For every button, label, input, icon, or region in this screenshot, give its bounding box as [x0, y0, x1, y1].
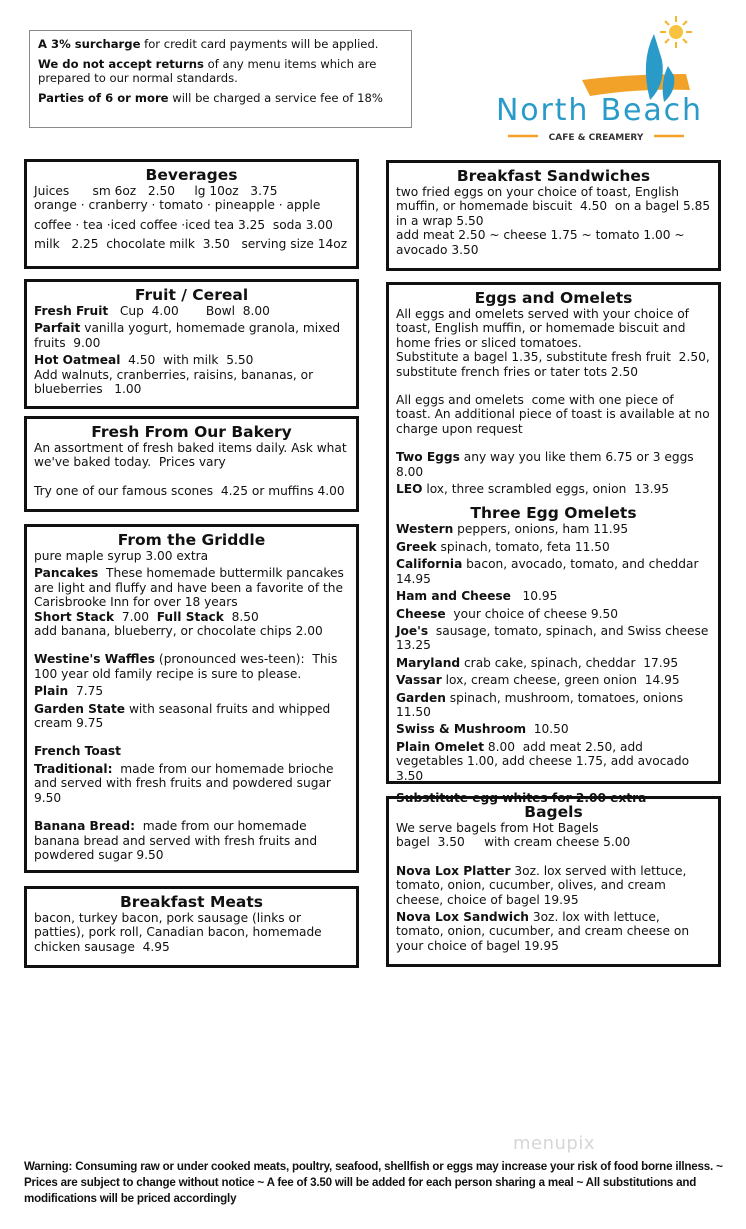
item-text: Cup 4.00 Bowl 8.00 — [108, 304, 270, 318]
menu-item — [396, 589, 711, 603]
item-name: Short Stack — [34, 609, 115, 624]
item-text: coffee · tea ·iced coffee ·iced tea 3.25 soda 3.00 — [34, 217, 333, 232]
item-name: Two Eggs — [396, 450, 460, 465]
menu-item — [396, 740, 711, 783]
logo-name: North Beach — [496, 93, 701, 128]
menu-item — [396, 624, 711, 653]
item-text: Add walnuts, cranberries, raisins, bananas, or blueberries 1.00 — [34, 367, 317, 397]
item-name: Greek — [396, 539, 437, 554]
menu-item — [34, 321, 349, 350]
menu-item — [34, 304, 349, 318]
menu-item — [396, 557, 711, 586]
menu-item — [396, 540, 711, 554]
item-name: French Toast — [34, 744, 122, 759]
item-text: spinach, tomato, feta 11.50 — [436, 539, 610, 554]
item-text: sausage, tomato, spinach, and Swiss cheese 13.25 — [396, 623, 713, 653]
item-group — [396, 821, 711, 850]
notice-line — [38, 37, 403, 51]
notice-text: will be charged a service fee of 18% — [168, 91, 383, 105]
item-name: Swiss & Mushroom — [396, 722, 527, 737]
item-name: Joe's — [396, 623, 429, 638]
item-name: Plain Omelet — [396, 739, 485, 754]
item-text: any way you like them 6.75 or 3 eggs 8.00 — [396, 450, 698, 479]
item-group — [34, 441, 349, 470]
item-name: Ham and Cheese — [396, 589, 511, 604]
item-text: two fried eggs on your choice of toast, English muffin, or homemade biscuit 4.50 on a bagel 5.85 in a wrap 5.50 — [396, 185, 714, 228]
item-name: Garden — [396, 690, 446, 705]
item-text: All eggs and omelets come with one piece of toast. An additional piece of toast is available at no charge upon request — [396, 393, 714, 436]
item-text: All eggs and omelets served with your choice of toast, English muffin, or homemade biscuit and home fries or sliced tomatoes. — [396, 307, 693, 350]
item-text: (pronounced wes-teen): This 100 year old family recipe is sure to please. — [34, 652, 342, 681]
item-text: 4.50 with milk 5.50 — [120, 353, 254, 368]
item-text: lox, three scrambled eggs, onion 13.95 — [422, 482, 669, 497]
menu-item — [34, 684, 349, 698]
menu-item — [396, 607, 711, 621]
section-title: Breakfast Sandwiches — [456, 167, 651, 185]
item-group — [34, 819, 349, 862]
item-text: add meat 2.50 ~ cheese 1.75 ~ tomato 1.00 ~ avocado 3.50 — [396, 228, 689, 257]
menu-item — [34, 652, 349, 681]
menu-item — [396, 691, 711, 720]
menu-item — [396, 864, 711, 907]
item-name: California — [396, 557, 463, 572]
item-name: Nova Lox Platter — [396, 863, 511, 878]
menu-item — [396, 393, 714, 436]
menu-item — [396, 656, 711, 670]
item-text: An assortment of fresh baked items daily. Ask what we've baked today. Prices vary — [34, 441, 351, 470]
item-text: Juices sm 6oz 2.50 lg 10oz 3.75 — [34, 184, 278, 198]
section-title: Bagels — [524, 803, 583, 821]
sailboat-sun-icon — [490, 12, 710, 148]
item-group — [34, 652, 349, 730]
item-text: orange · cranberry · tomato · pineapple · apple — [34, 198, 321, 213]
menu-item — [396, 450, 711, 479]
item-text: 10.95 — [510, 589, 558, 604]
menu-item — [396, 722, 711, 736]
menu-item — [396, 910, 711, 953]
menu-item — [34, 819, 349, 862]
item-name: Garden State — [34, 701, 126, 716]
menu-item — [396, 522, 711, 536]
item-text: made from our homemade brioche and served with fresh fruits and powdered sugar 9.50 — [34, 761, 339, 805]
section-breakfast-meats — [24, 886, 359, 968]
menu-item — [34, 237, 349, 251]
section-bagels — [386, 796, 721, 967]
notice-text: for credit card payments will be applied. — [140, 37, 379, 51]
section-breakfast-sandwiches — [386, 160, 721, 271]
item-name: Western — [396, 522, 454, 537]
item-name: LEO — [396, 482, 423, 497]
menu-item — [34, 198, 349, 212]
menu-item — [34, 484, 349, 498]
menu-item — [34, 353, 349, 396]
section-title: Breakfast Meats — [119, 893, 263, 911]
menu-item — [34, 762, 349, 805]
item-name: Banana Bread: — [34, 819, 135, 834]
menu-item — [34, 218, 349, 232]
menu-item — [396, 185, 714, 257]
item-text: 8.50 — [223, 609, 259, 624]
section-title: Eggs and Omelets — [474, 289, 633, 307]
menu-item — [396, 673, 711, 687]
omelet-list — [396, 522, 711, 783]
menu-item — [34, 566, 349, 638]
item-text: bacon, turkey bacon, pork sausage (links or patties), pork roll, Canadian bacon, homemade chicken sausage 4.95 — [34, 911, 326, 954]
menu-item — [34, 184, 349, 198]
item-group — [396, 864, 711, 953]
item-text: vanilla yogurt, homemade granola, mixed fruits 9.00 — [34, 321, 345, 350]
menu-item — [34, 441, 349, 470]
menu-item — [34, 702, 349, 731]
menu-item — [396, 307, 714, 379]
item-name: Fresh Fruit — [34, 304, 109, 318]
section-beverages — [24, 159, 359, 269]
item-name: Vassar — [396, 673, 442, 688]
item-group — [34, 304, 349, 396]
section-eggs-omelets — [386, 282, 721, 805]
item-name: Maryland — [396, 655, 461, 670]
item-name: Hot Oatmeal — [34, 353, 121, 368]
item-text: milk 2.25 chocolate milk 3.50 serving size 14oz — [34, 237, 348, 252]
notice-line — [38, 91, 403, 105]
menu-item — [34, 744, 349, 758]
menu-item — [396, 482, 711, 496]
item-text: your choice of cheese 9.50 — [445, 606, 618, 621]
item-group — [34, 484, 349, 498]
item-text: with seasonal fruits and whipped cream 9.75 — [34, 701, 335, 731]
item-text: made from our homemade banana bread and served with fresh fruits and powdered sugar 9.50 — [34, 819, 321, 862]
item-name: Parfait — [34, 321, 81, 336]
item-text: peppers, onions, ham 11.95 — [453, 522, 629, 537]
subsection-title: Three Egg Omelets — [470, 504, 637, 523]
menu-item — [34, 549, 349, 563]
section-bakery — [24, 416, 359, 512]
item-name: Plain — [34, 684, 69, 699]
notice-emphasis: We do not accept returns — [38, 57, 204, 71]
section-fruit-cereal — [24, 279, 359, 409]
footer-warning: Warning: Consuming raw or under cooked meats, poultry, seafood, shellfish or eggs may increase your risk of food borne illness. ~ Prices are subject to change without notice ~ A fee of 3.50 will be added for each person sharing a meal ~ All substitutions and modifications will be priced accordingly — [24, 1160, 723, 1205]
notice-text: of any menu items which are prepared to our normal standards. — [38, 57, 377, 85]
item-text: 10.50 — [526, 722, 569, 737]
north-beach-logo — [490, 12, 710, 148]
item-group — [396, 185, 714, 257]
item-text: bagel 3.50 with cream cheese 5.00 — [396, 835, 631, 850]
logo-tagline: CAFE & CREAMERY — [548, 133, 644, 143]
menupix-watermark: menupix — [513, 1133, 596, 1154]
item-group — [396, 307, 714, 379]
section-griddle — [24, 524, 359, 873]
item-text: bacon, avocado, tomato, and cheddar 14.95 — [396, 557, 703, 586]
item-group — [34, 911, 349, 954]
item-group — [396, 450, 711, 496]
item-text: pure maple syrup 3.00 extra — [34, 549, 209, 563]
item-name: Full Stack — [156, 609, 224, 624]
item-text: Try one of our famous scones 4.25 or muffins 4.00 — [34, 483, 345, 498]
notice-emphasis: A 3% surcharge — [38, 37, 141, 51]
menu-item — [34, 911, 349, 954]
item-group — [396, 393, 714, 436]
item-text: Substitute a bagel 1.35, substitute fresh fruit 2.50, substitute french fries or tater tots 2.50 — [396, 350, 714, 379]
item-text: These homemade buttermilk pancakes are light and fluffy and have been a favorite of the Carisbrooke Inn for over 18 years — [34, 566, 348, 610]
item-text: 7.75 — [68, 684, 104, 699]
item-text: crab cake, spinach, cheddar 17.95 — [460, 655, 679, 670]
item-text: spinach, mushroom, tomatoes, onions 11.50 — [396, 690, 687, 719]
section-title: Fruit / Cereal — [134, 286, 249, 304]
policy-notice — [29, 30, 412, 128]
item-text: 3oz. lox with lettuce, tomato, onion, cucumber, and cream cheese on your choice of bagel 19.95 — [396, 910, 693, 953]
item-text: add banana, blueberry, or chocolate chips 2.00 — [34, 624, 323, 639]
item-group — [34, 184, 349, 252]
section-title: From the Griddle — [117, 531, 266, 549]
item-name: Cheese — [396, 606, 446, 621]
section-title: Fresh From Our Bakery — [91, 423, 292, 441]
notice-line — [38, 57, 403, 85]
item-text: 7.00 — [114, 609, 157, 624]
notice-emphasis: Parties of 6 or more — [38, 91, 169, 105]
item-text: 3oz. lox served with lettuce, tomato, onion, cucumber, olives, and cream cheese, choice of bagel 19.95 — [396, 863, 691, 907]
item-name: Pancakes — [34, 566, 99, 581]
omelet-note: Substitute egg whites for 2.00 extra — [396, 790, 647, 805]
item-group — [34, 549, 349, 638]
item-name: Traditional: — [34, 761, 113, 776]
section-title: Beverages — [145, 166, 238, 184]
item-group — [34, 744, 349, 805]
item-name: Nova Lox Sandwich — [396, 910, 529, 925]
item-text: We serve bagels from Hot Bagels — [396, 821, 599, 835]
menu-item — [396, 821, 711, 850]
item-name: Westine's Waffles — [34, 652, 156, 667]
item-text: 8.00 add meat 2.50, add vegetables 1.00, add cheese 1.75, add avocado 3.50 — [396, 739, 693, 783]
item-text: lox, cream cheese, green onion 14.95 — [441, 673, 680, 688]
